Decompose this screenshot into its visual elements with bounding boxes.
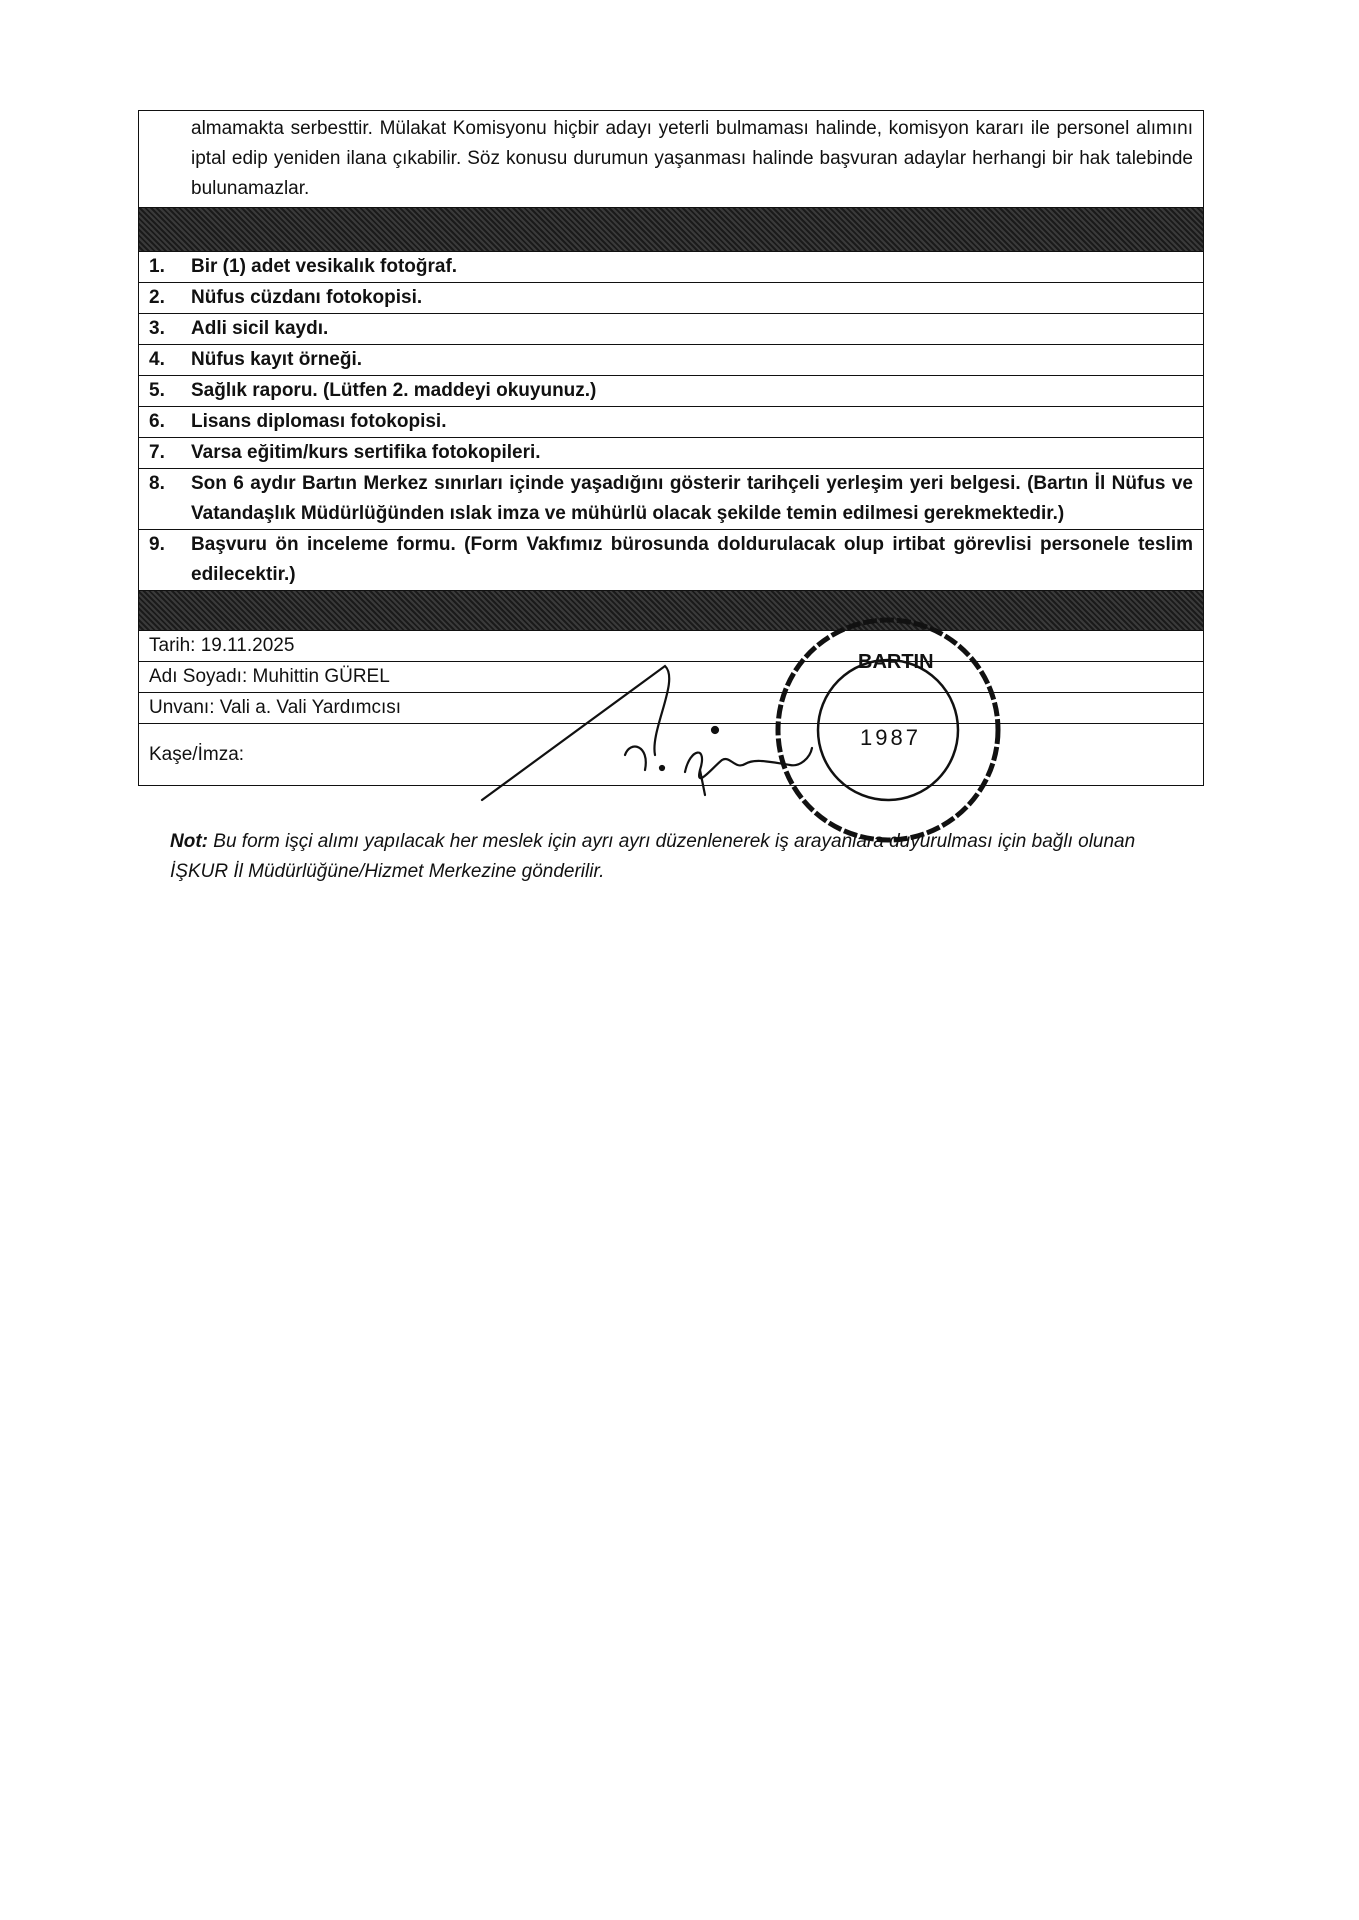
stamp-signature-field: Kaşe/İmza: — [139, 724, 1203, 786]
item-text: Başvuru ön inceleme formu. (Form Vakfımız bürosunda doldurulacak olup irtibat görevlisi personele teslim edilecektir.) — [191, 534, 1193, 585]
required-documents-header-band — [139, 208, 1203, 252]
title-field: Unvanı: Vali a. Vali Yardımcısı — [139, 693, 1203, 724]
stamp-text: BARTIN — [858, 651, 934, 673]
document-item — [139, 407, 1203, 438]
item-number: 5. — [149, 380, 165, 401]
item-text: Nüfus cüzdanı fotokopisi. — [191, 287, 423, 308]
intro-paragraph: almamakta serbesttir. Mülakat Komisyonu hiçbir adayı yeterli bulmaması halinde, komisyon kararı ile personel alımını iptal edip yeniden ilana çıkabilir. Söz konusu durumun yaşanması halinde başvuran adaylar herhangi bir hak talebinde bulunamazlar. — [139, 111, 1203, 208]
document-item — [139, 314, 1203, 345]
document-item — [139, 438, 1203, 469]
item-number: 9. — [149, 534, 165, 555]
item-number: 4. — [149, 349, 165, 370]
item-text: Bir (1) adet vesikalık fotoğraf. — [191, 256, 458, 277]
document-item — [139, 345, 1203, 376]
item-text: Lisans diploması fotokopisi. — [191, 411, 447, 432]
note-text: Bu form işçi alımı yapılacak her meslek için ayrı ayrı düzenlenerek iş arayanlara duyurulması için bağlı olunan İŞKUR İl Müdürlüğüne/Hizmet Merkezine gönderilir. — [170, 831, 1136, 882]
document-item — [139, 469, 1203, 530]
name-field: Adı Soyadı: Muhittin GÜREL — [139, 662, 1203, 693]
note-paragraph — [170, 827, 1180, 887]
item-number: 8. — [149, 473, 165, 494]
stamp-year: 1987 — [860, 725, 921, 750]
item-text: Son 6 aydır Bartın Merkez sınırları içinde yaşadığını gösterir tarihçeli yerleşim yeri belgesi. (Bartın İl Nüfus ve Vatandaşlık Müdürlüğünden ıslak imza ve mühürlü olacak şekilde temin edilmesi gerekmektedir.) — [191, 473, 1193, 524]
document-item — [139, 252, 1203, 283]
item-text: Nüfus kayıt örneği. — [191, 349, 363, 370]
item-text: Varsa eğitim/kurs sertifika fotokopileri. — [191, 442, 541, 463]
item-number: 6. — [149, 411, 165, 432]
note-label: Not: — [170, 831, 208, 852]
item-number: 2. — [149, 287, 165, 308]
item-number: 1. — [149, 256, 165, 277]
form-table — [138, 110, 1204, 786]
document-item — [139, 530, 1203, 591]
approval-header-band — [139, 591, 1203, 631]
item-number: 7. — [149, 442, 165, 463]
item-text: Adli sicil kaydı. — [191, 318, 329, 339]
document-item — [139, 376, 1203, 407]
item-text: Sağlık raporu. (Lütfen 2. maddeyi okuyunuz.) — [191, 380, 597, 401]
item-number: 3. — [149, 318, 165, 339]
document-item — [139, 283, 1203, 314]
date-field: Tarih: 19.11.2025 — [139, 631, 1203, 662]
